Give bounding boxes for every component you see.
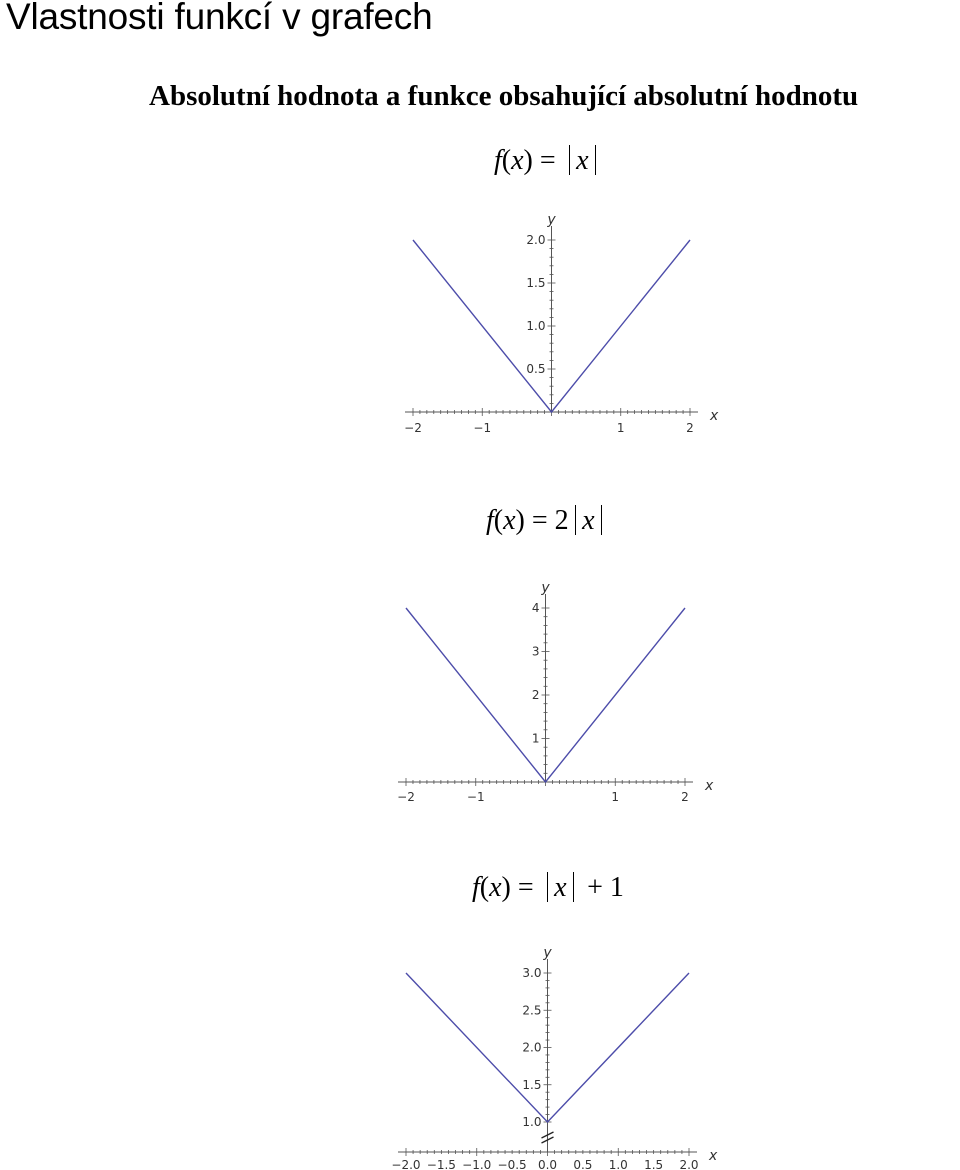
- formula-arg: x: [576, 145, 589, 176]
- x-tick-label: −1: [466, 790, 485, 804]
- y-tick-label: 3: [531, 644, 540, 659]
- x-tick-label: 1: [611, 790, 620, 804]
- x-tick-label: 1: [616, 421, 625, 435]
- formula-fn: f: [486, 505, 494, 536]
- x-tick-label: 2: [686, 421, 694, 435]
- formula-var: x: [489, 872, 502, 903]
- x-tick-label: −1.0: [462, 1158, 492, 1170]
- section-heading: Absolutní hodnota a funkce obsahující absolutní hodnotu: [149, 80, 859, 112]
- formula-var: x: [511, 145, 524, 176]
- formula-rparen: ): [515, 505, 525, 536]
- formula-equals: =: [531, 505, 548, 536]
- x-tick-label: 0.0: [537, 1158, 558, 1170]
- formula-arg: x: [582, 505, 595, 536]
- y-axis-label: y: [547, 212, 556, 228]
- y-tick-label: 1.0: [526, 319, 546, 333]
- x-tick-label: −0.5: [497, 1158, 527, 1170]
- y-axis-label: y: [543, 945, 552, 961]
- y-tick-label: 2.0: [526, 233, 546, 247]
- x-tick-label: 0.5: [573, 1158, 593, 1170]
- x-axis-label: x: [705, 778, 714, 794]
- x-tick-label: −2.0: [391, 1158, 421, 1170]
- formula-tail: + 1: [587, 872, 624, 903]
- y-tick-label: 4: [531, 601, 540, 615]
- formula-arg: x: [554, 872, 567, 903]
- formula-equals: =: [517, 872, 534, 903]
- formula-coef: 2: [554, 505, 569, 536]
- page-title: Vlastnosti funkcí v grafech: [6, 0, 433, 37]
- y-tick-label: 1: [531, 731, 540, 746]
- formula-rparen: ): [501, 872, 511, 903]
- x-tick-label: 1.5: [644, 1158, 664, 1170]
- formula-fn: f: [472, 872, 480, 903]
- y-tick-label: 1.0: [522, 1115, 542, 1129]
- x-tick-label: −2: [404, 421, 422, 435]
- y-axis-label: y: [541, 580, 550, 596]
- x-tick-label: 1.0: [608, 1158, 628, 1170]
- formula-equals: =: [539, 145, 556, 176]
- y-tick-label: 3.0: [522, 966, 542, 980]
- formula-lparen: (: [501, 145, 512, 176]
- y-tick-label: 1.5: [522, 1077, 542, 1092]
- x-tick-label: −1.5: [426, 1158, 456, 1170]
- x-tick-label: −2: [397, 790, 415, 804]
- formula-rparen: ): [523, 145, 533, 176]
- y-tick-label: 2.0: [522, 1040, 542, 1055]
- x-tick-label: 2.0: [679, 1158, 699, 1170]
- y-tick-label: 1.5: [526, 276, 546, 290]
- formula-fn: f: [494, 145, 502, 176]
- y-tick-label: 2: [531, 688, 540, 702]
- x-axis-label: x: [709, 1148, 718, 1164]
- formula-lparen: (: [493, 505, 504, 536]
- y-tick-label: 2.5: [522, 1003, 542, 1018]
- x-tick-label: −1: [473, 421, 492, 435]
- formula-lparen: (: [479, 872, 490, 903]
- formula-var: x: [503, 505, 516, 536]
- x-tick-label: 2: [681, 790, 689, 804]
- y-tick-label: 0.5: [526, 362, 546, 376]
- x-axis-label: x: [710, 408, 719, 424]
